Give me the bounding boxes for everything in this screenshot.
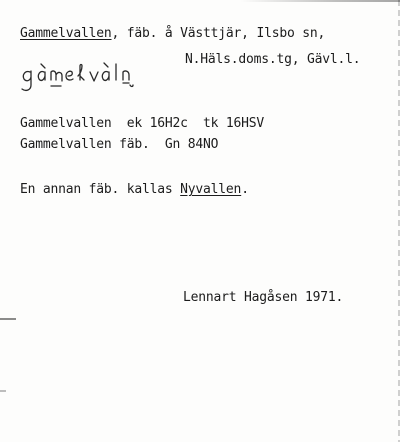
card-top-edge	[240, 0, 400, 2]
alternate-name: Nyvallen	[180, 182, 242, 197]
reference-row-2: Gammelvallen fäb. Gn 84NO	[20, 137, 219, 152]
place-name: Gammelvallen	[20, 26, 112, 41]
note-line	[20, 182, 249, 198]
phonetic-handwriting	[20, 58, 160, 98]
note-prefix: En annan fäb. kallas	[20, 182, 181, 197]
heading-line-2: N.Häls.doms.tg, Gävl.l.	[185, 52, 361, 67]
card-left-mark-small	[0, 390, 6, 392]
signature: Lennart Hagåsen 1971.	[183, 290, 344, 305]
card-left-mark	[0, 318, 16, 320]
note-suffix: .	[241, 182, 249, 197]
heading-line-1	[20, 26, 325, 42]
place-description: , fäb. å Västtjär, Ilsbo sn,	[111, 26, 326, 41]
reference-row-1: Gammelvallen ek 16H2c tk 16HSV	[20, 116, 265, 131]
